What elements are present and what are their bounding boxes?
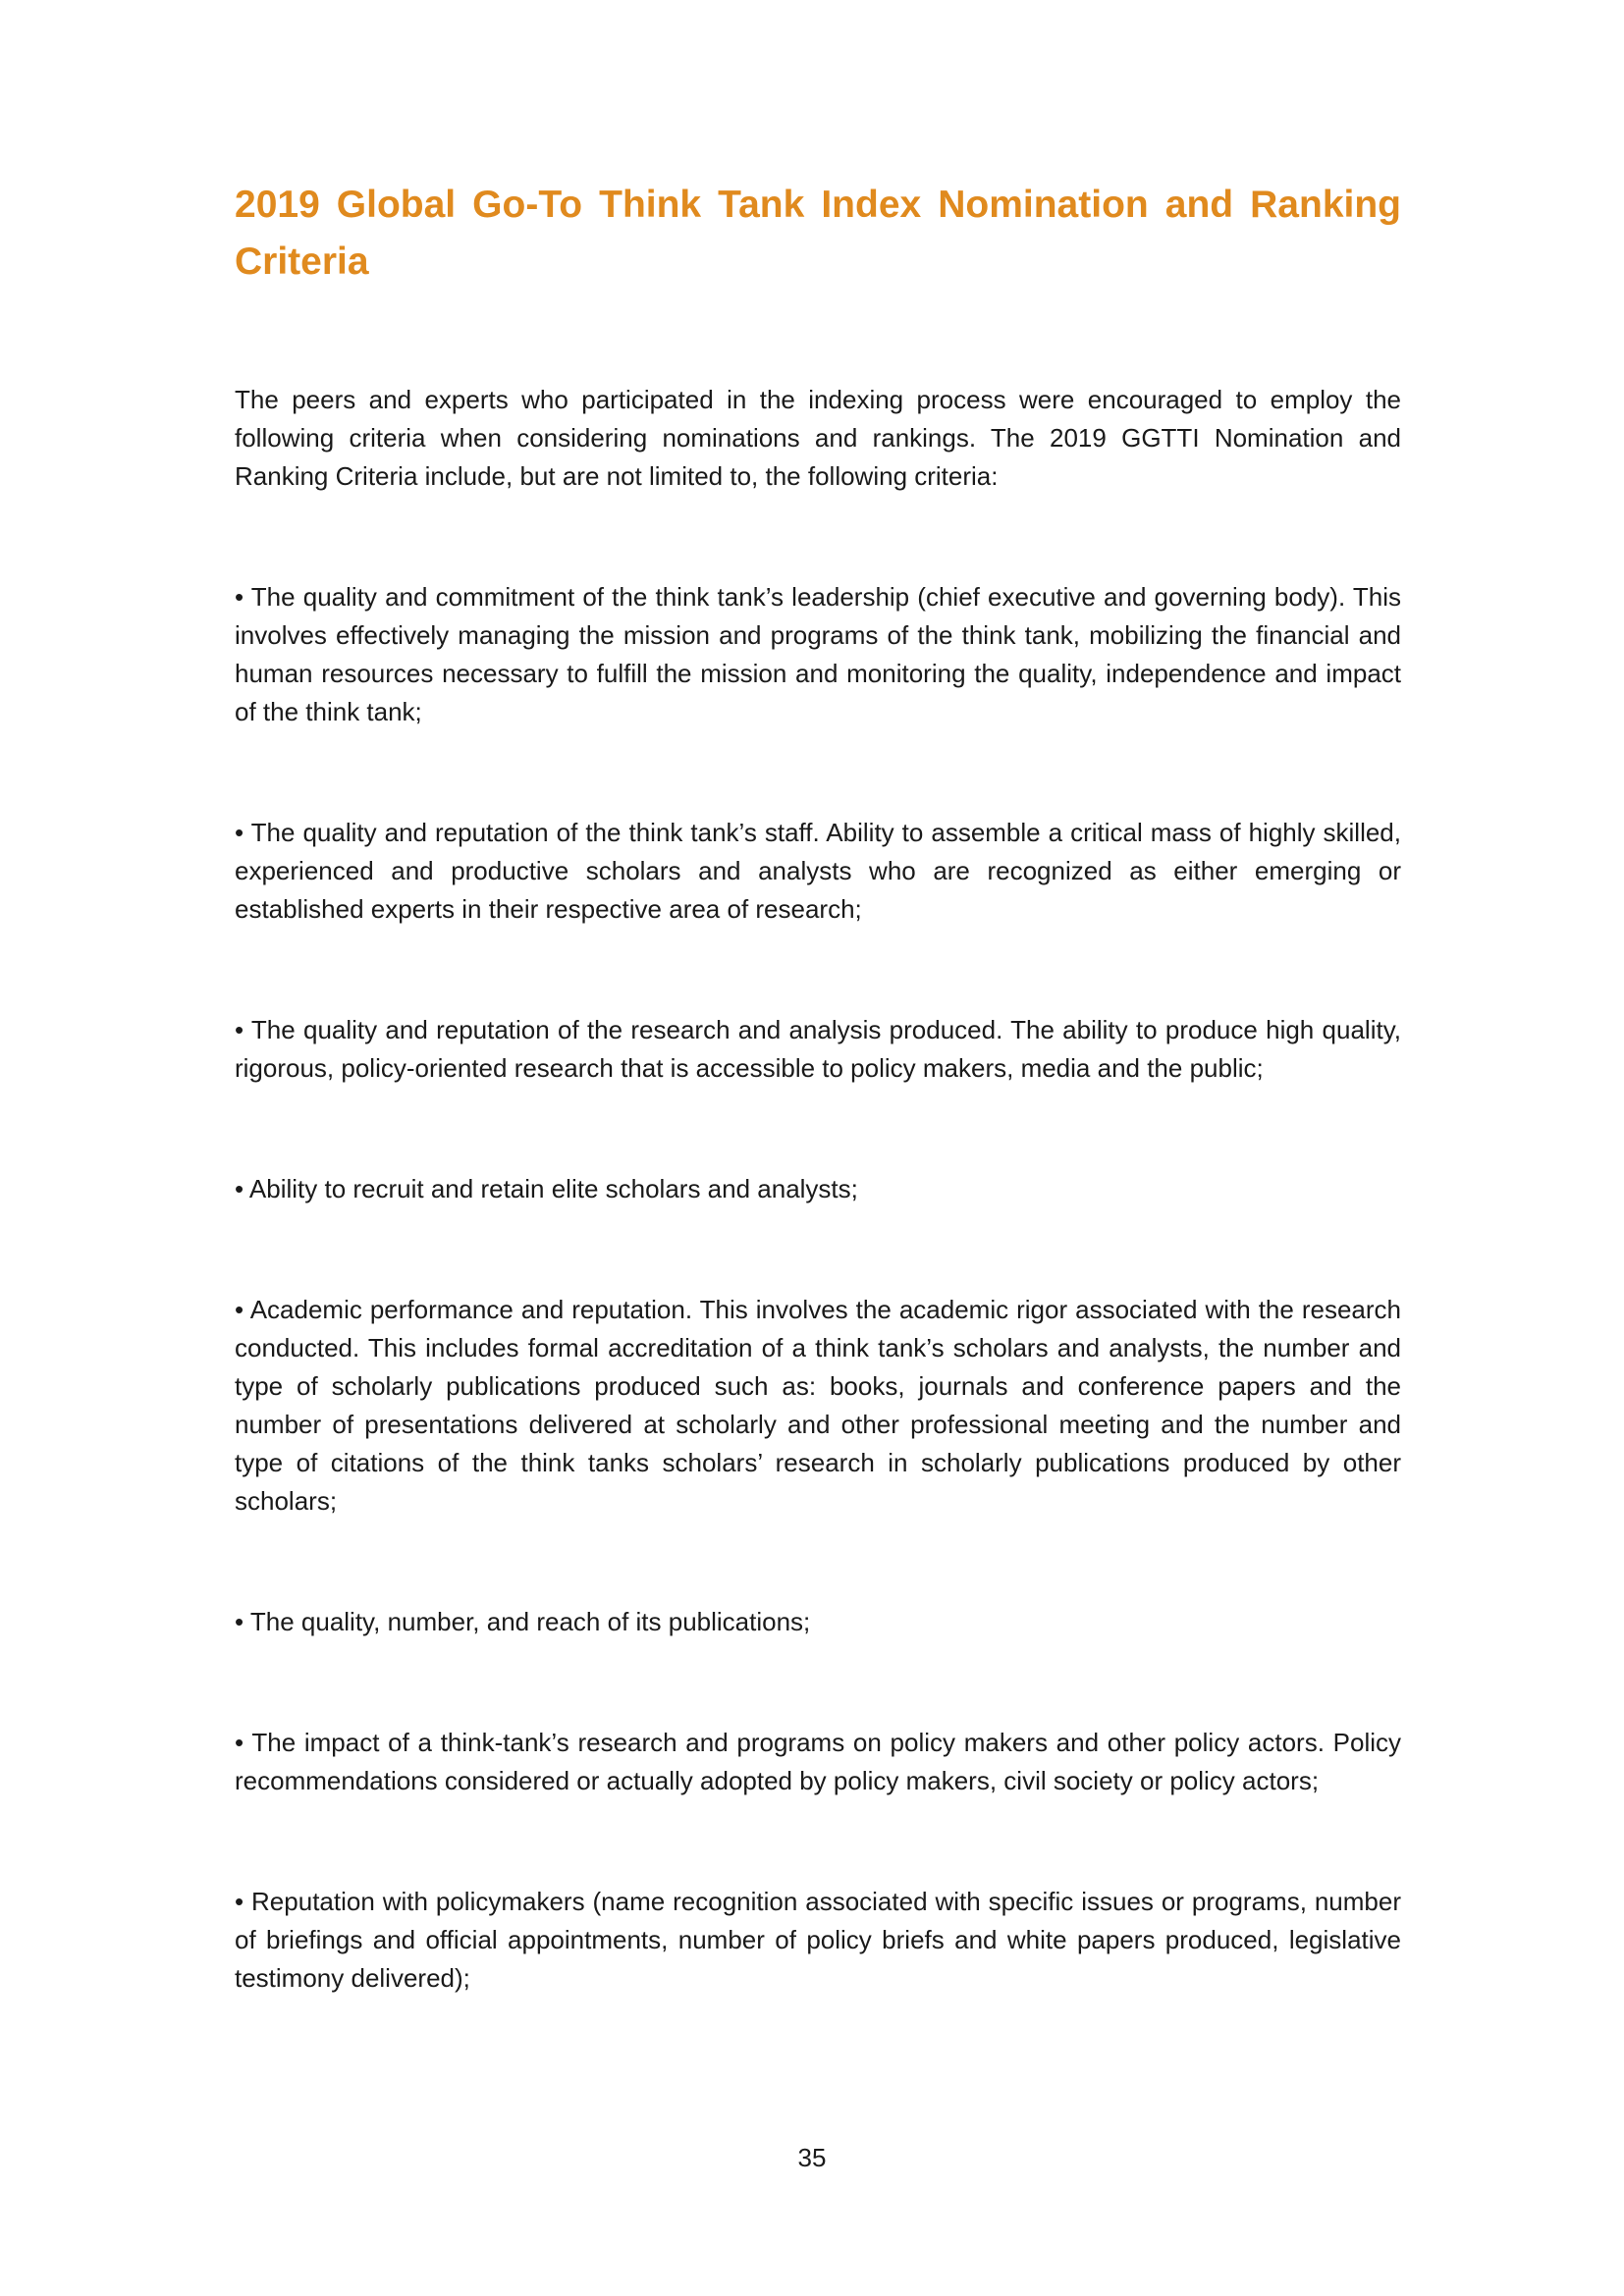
criterion-text: Reputation with policymakers (name recognition associated with specific issues or programs, number of briefings and official appointments, number of policy briefs and white papers produced, legislative testimony delivered);: [235, 1887, 1401, 1993]
criterion-item: [235, 1603, 1401, 1641]
page-content: [235, 177, 1401, 1998]
criterion-item: [235, 1011, 1401, 1088]
intro-paragraph: The peers and experts who participated in the indexing process were encouraged to employ the following criteria when considering nominations and rankings. The 2019 GGTTI Nomination and Ranking Criteria include, but are not limited to, the following criteria:: [235, 385, 1401, 491]
criterion-item: [235, 1724, 1401, 1800]
bullet-symbol: •: [235, 1607, 244, 1636]
criterion-text: The quality, number, and reach of its publications;: [249, 1607, 811, 1636]
criterion-text: The quality and reputation of the think tank’s staff. Ability to assemble a critical mass of highly skilled, experienced and productive scholars and analysts who are recognized as either emerging or established experts in their respective area of research;: [235, 818, 1401, 924]
criterion-text: Ability to recruit and retain elite scholars and analysts;: [248, 1174, 858, 1203]
page-number: 35: [797, 2143, 827, 2172]
bullet-symbol: •: [235, 1174, 244, 1203]
bullet-symbol: •: [235, 1887, 244, 1916]
criterion-item: [235, 1883, 1401, 1998]
page-title: 2019 Global Go-To Think Tank Index Nomination and Ranking Criteria: [235, 184, 1401, 283]
bullet-symbol: •: [235, 1728, 244, 1757]
criterion-item: [235, 578, 1401, 731]
bullet-symbol: •: [235, 582, 244, 612]
bullet-symbol: •: [235, 818, 244, 847]
criterion-item: [235, 1170, 1401, 1208]
criterion-item: [235, 1291, 1401, 1521]
bullet-symbol: •: [235, 1295, 244, 1324]
criterion-text: The quality and commitment of the think tank’s leadership (chief executive and governing body). This involves effectively managing the mission and programs of the think tank, mobilizing the financial and human resources necessary to fulfill the mission and monitoring the quality, independence and impact of the think tank;: [235, 582, 1401, 726]
criterion-text: The quality and reputation of the research and analysis produced. The ability to produce high quality, rigorous, policy-oriented research that is accessible to policy makers, media and the public;: [235, 1015, 1401, 1083]
bullet-symbol: •: [235, 1015, 244, 1044]
criteria-list: [235, 578, 1401, 1998]
criterion-item: [235, 814, 1401, 929]
criterion-text: Academic performance and reputation. This involves the academic rigor associated with the research conducted. This includes formal accreditation of a think tank’s scholars and analysts, the number and type of scholarly publications produced such as: books, journals and conference papers and the number of presentations delivered at scholarly and other professional meeting and the number and type of citations of the think tanks scholars’ research in scholarly publications produced by other scholars;: [235, 1295, 1401, 1516]
criterion-text: The impact of a think-tank’s research and programs on policy makers and other policy actors. Policy recommendations considered or actually adopted by policy makers, civil society or policy actors;: [235, 1728, 1401, 1795]
